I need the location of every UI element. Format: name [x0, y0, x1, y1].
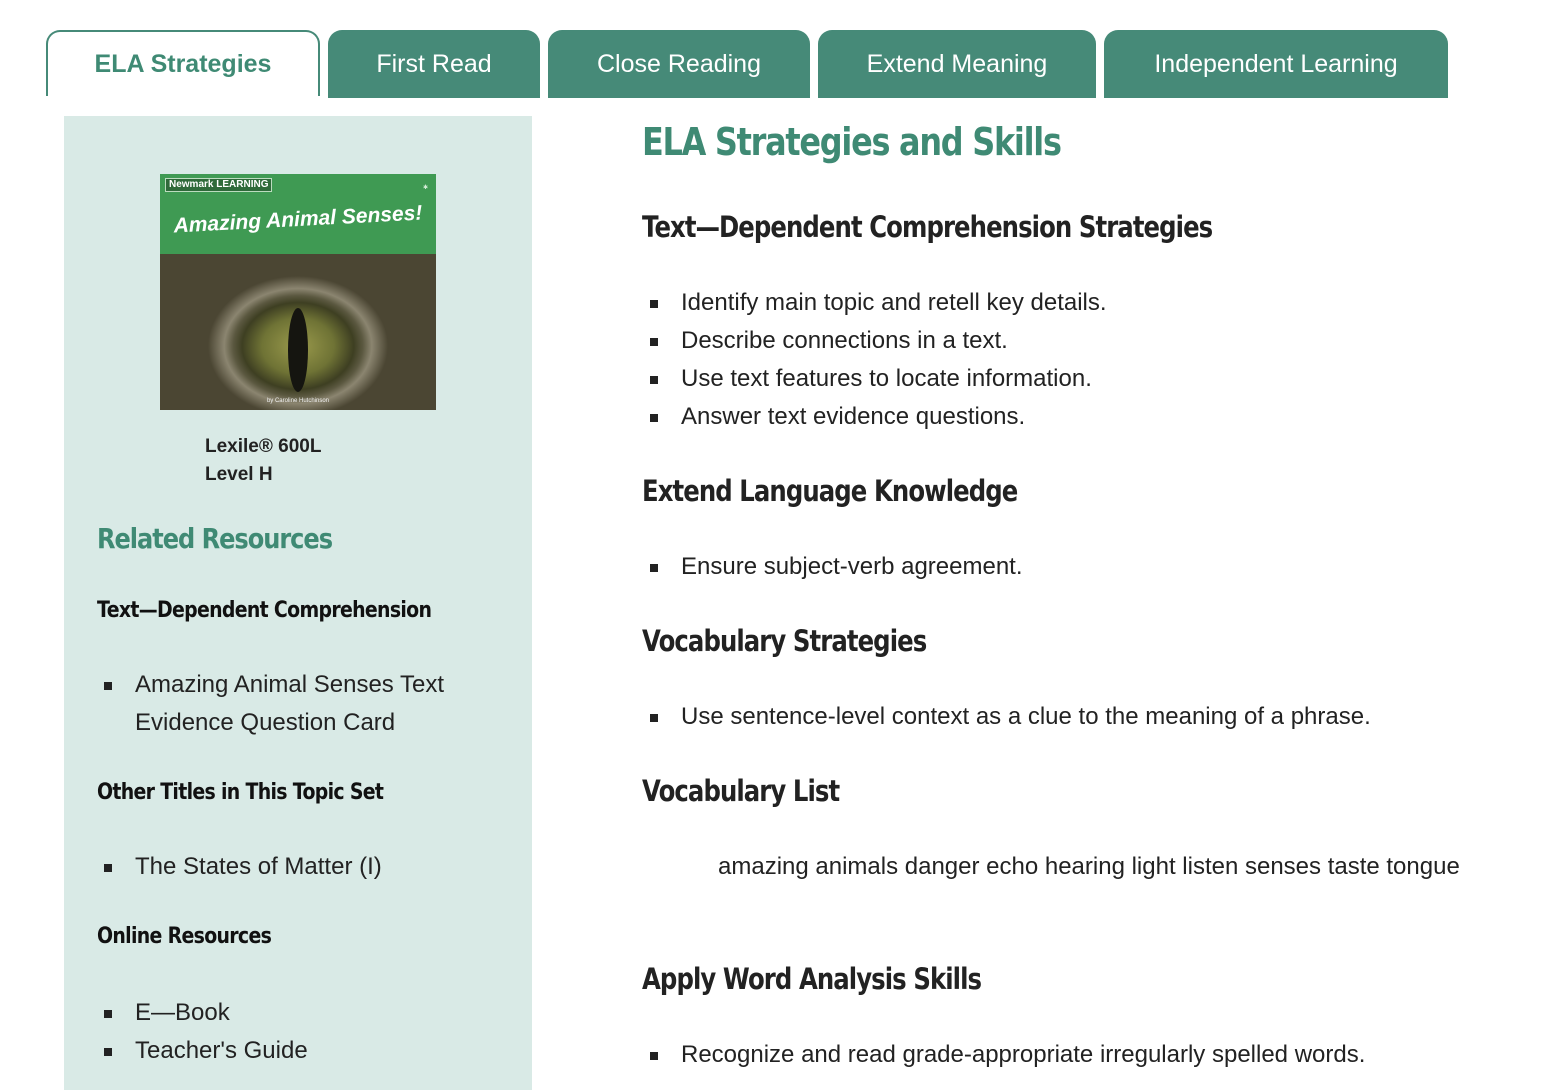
text-dependent-comprehension-heading: Text—Dependent Comprehension: [97, 598, 432, 623]
list-item: Use text features to locate information.: [642, 360, 1522, 398]
word-analysis-list: [642, 1036, 1522, 1074]
resource-link[interactable]: Amazing Animal Senses Text Evidence Question Card: [135, 671, 445, 736]
ebook-link[interactable]: E—Book: [135, 999, 230, 1026]
tab-ela-strategies[interactable]: ELA Strategies: [46, 30, 320, 96]
vocabulary-strategies-heading: Vocabulary Strategies: [642, 624, 927, 658]
publisher-logo: Newmark LEARNING: [165, 178, 272, 192]
list-item: Use sentence-level context as a clue to the meaning of a phrase.: [642, 698, 1522, 736]
language-knowledge-heading: Extend Language Knowledge: [642, 474, 1018, 508]
other-titles-heading: Other Titles in This Topic Set: [97, 780, 384, 805]
list-item: Answer text evidence questions.: [642, 398, 1522, 436]
language-knowledge-list: [642, 548, 1522, 586]
vocabulary-words: amazing animals danger echo hearing light listen senses taste tongue: [718, 853, 1460, 880]
related-resources-heading: Related Resources: [97, 522, 333, 555]
tab-extend-meaning[interactable]: Extend Meaning: [818, 30, 1096, 98]
cover-eye-pupil: [288, 308, 308, 392]
list-item: [96, 1032, 476, 1070]
cover-series-tag: ✱: [422, 185, 428, 191]
text-dependent-comprehension-list: [96, 666, 476, 742]
list-item: Describe connections in a text.: [642, 322, 1522, 360]
lexile-value: Lexile® 600L: [205, 436, 322, 457]
comprehension-strategies-heading: Text—Dependent Comprehension Strategies: [642, 210, 1213, 244]
list-item: Recognize and read grade-appropriate irregularly spelled words.: [642, 1036, 1522, 1074]
tab-close-reading[interactable]: Close Reading: [548, 30, 810, 98]
title-link[interactable]: The States of Matter (I): [135, 853, 382, 880]
level-value: Level H: [205, 464, 273, 485]
list-item: [96, 994, 476, 1032]
vocabulary-list-heading: Vocabulary List: [642, 774, 840, 808]
list-item: [96, 666, 476, 742]
other-titles-list: [96, 848, 476, 886]
cover-title: Amazing Animal Senses!: [173, 201, 423, 238]
cover-author: by Caroline Hutchinson: [266, 398, 330, 404]
vocabulary-strategies-list: [642, 698, 1522, 736]
tab-bar: [46, 30, 1448, 98]
teachers-guide-link[interactable]: Teacher's Guide: [135, 1037, 308, 1064]
sidebar: [64, 116, 532, 1090]
list-item: [96, 848, 476, 886]
tab-first-read[interactable]: First Read: [328, 30, 540, 98]
word-analysis-heading: Apply Word Analysis Skills: [642, 962, 982, 996]
online-resources-heading: Online Resources: [97, 924, 272, 949]
list-item: Ensure subject-verb agreement.: [642, 548, 1522, 586]
online-resources-list: [96, 994, 476, 1070]
comprehension-strategies-list: [642, 284, 1522, 436]
list-item: Identify main topic and retell key details.: [642, 284, 1522, 322]
page-title: ELA Strategies and Skills: [642, 120, 1061, 164]
tab-independent-learning[interactable]: Independent Learning: [1104, 30, 1448, 98]
book-cover-image: [160, 174, 436, 410]
